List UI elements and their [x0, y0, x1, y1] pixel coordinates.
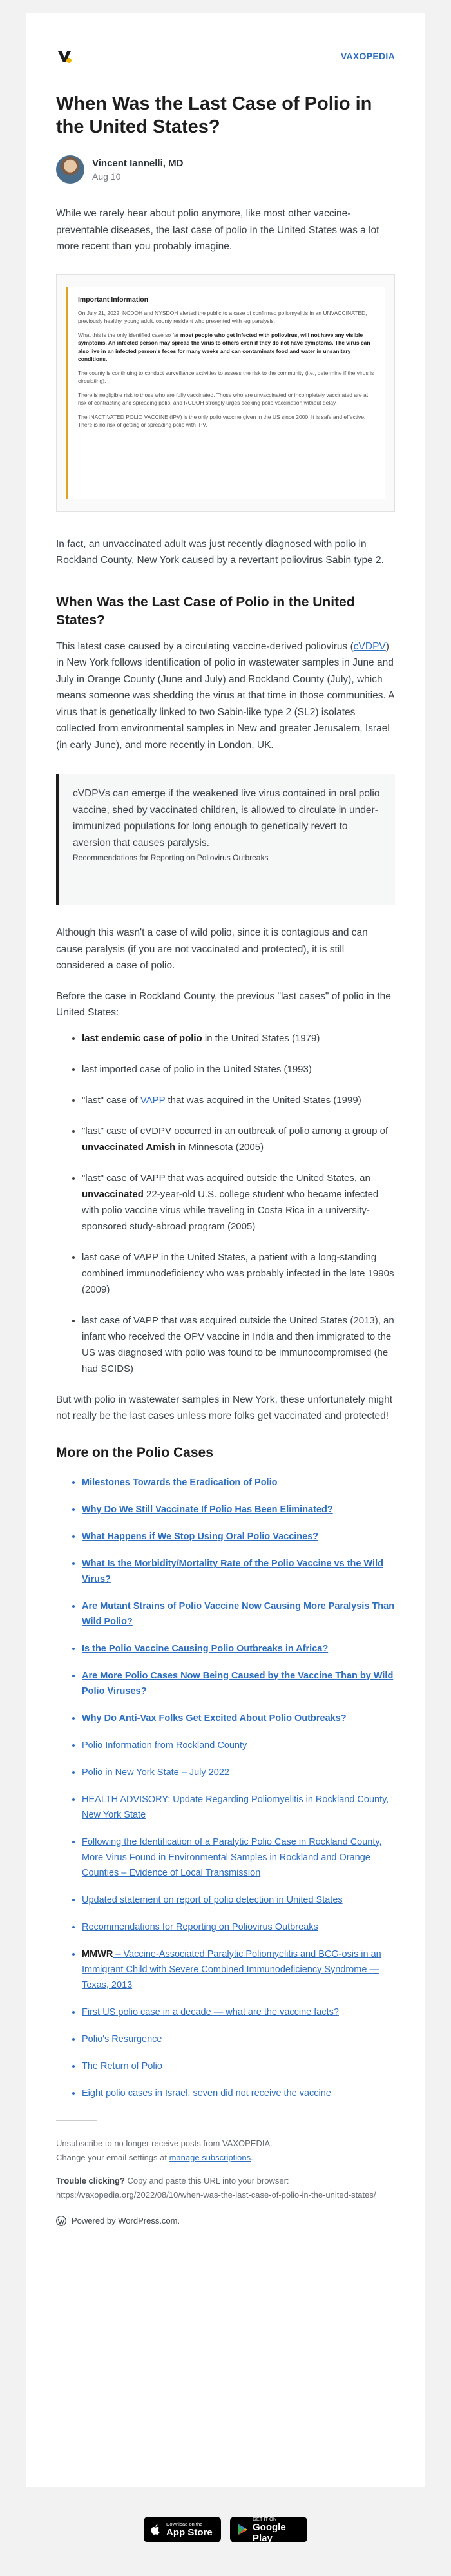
google-play-icon: [236, 2523, 248, 2536]
related-link[interactable]: HEALTH ADVISORY: Update Regarding Poliomyelitis in Rockland County, New York State: [82, 1794, 389, 1820]
cvdpv-link[interactable]: cVDPV: [353, 640, 386, 652]
list-item: [82, 2086, 395, 2101]
notice-paragraph: On July 21, 2022, NCDOH and NYSDOH alerted the public to a case of confirmed poliomyelitis in an UNVACCINATED, previously healthy, young adult, county resident who presented with leg paralysis.: [78, 309, 367, 324]
related-link[interactable]: Polio's Resurgence: [82, 2033, 162, 2044]
trouble-clicking-text: Trouble clicking? Copy and paste this URL into your browser: https://vaxopedia.org/2022/08/10/when-was-the-last-case-of-polio-in-the-united-states/: [56, 2175, 376, 2200]
list-item: [82, 1792, 395, 1823]
list-item: [82, 1502, 395, 1517]
quote-text: cVDPVs can emerge if the weakened live virus contained in oral polio vaccine, shed by vaccinated children, is allowed to circulate in under-immunized populations for long enough to genetically revert to aversion that causes paralysis.: [73, 788, 380, 849]
intro-paragraph: While we rarely hear about polio anymore, like most other vaccine-preventable diseases, the last case of polio in the United States was a lot more recent than you probably imagine.: [56, 208, 379, 252]
list-item: [82, 2059, 395, 2074]
list-item: [82, 1556, 395, 1587]
list-item: • last imported case of polio in the United States (1993): [82, 1061, 395, 1077]
related-link[interactable]: Following the Identification of a Paralytic Polio Case in Rockland County, More Virus Found in Environmental Samples in Rockland and Orange Counties – Evidence of Local Transmission: [82, 1836, 382, 1878]
related-link[interactable]: Recommendations for Reporting on Poliovirus Outbreaks: [82, 1921, 318, 1932]
powered-by[interactable]: [56, 2214, 395, 2228]
list-item: • "last" case of cVDPV occurred in an outbreak of polio among a group of unvaccinated Amish in Minnesota (2005): [82, 1123, 395, 1155]
list-item: [82, 1834, 395, 1881]
related-link[interactable]: What Is the Morbidity/Mortality Rate of the Polio Vaccine vs the Wild Virus?: [82, 1558, 383, 1584]
related-link[interactable]: Why Do We Still Vaccinate If Polio Has Been Eliminated?: [82, 1504, 333, 1515]
list-item: [82, 1599, 395, 1629]
notice-title: Important Information: [78, 295, 149, 303]
manage-subscriptions-link[interactable]: manage subscriptions: [169, 2152, 251, 2162]
section-heading: When Was the Last Case of Polio in the United States?: [56, 594, 355, 628]
email-settings-text: Change your email settings at manage subscriptions.: [56, 2152, 253, 2162]
related-link[interactable]: Are Mutant Strains of Polio Vaccine Now Causing More Paralysis Than Wild Polio?: [82, 1600, 395, 1627]
related-link[interactable]: The Return of Polio: [82, 2061, 162, 2071]
related-link[interactable]: Polio Information from Rockland County: [82, 1740, 247, 1751]
related-link[interactable]: First US polio case in a decade — what are the vaccine facts?: [82, 2006, 339, 2017]
list-item: [82, 1738, 395, 1753]
notice-paragraph: What this is the only identified case so far most people who get infected with poliovirus, will not have any visible symptoms. An infected person may spread the virus to others even if they do not have symptoms. The virus can also live in an infected person's feces for many weeks and can contaminate food and water in unsanitary conditions.: [78, 331, 370, 362]
paragraph: Although this wasn't a case of wild polio, since it is contagious and can cause paralysis (if you are not vaccinated and protected), it is still considered a case of polio.: [56, 927, 368, 971]
notice-screenshot-image: [56, 274, 395, 512]
related-link[interactable]: Are More Polio Cases Now Being Caused by the Vaccine Than by Wild Polio Viruses?: [82, 1670, 394, 1697]
list-item: [82, 1475, 395, 1490]
author-avatar[interactable]: [56, 155, 84, 184]
list-item: [82, 1641, 395, 1657]
post-card: [26, 13, 425, 2487]
unsubscribe-text: Unsubscribe to no longer receive posts from VAXOPEDIA.: [56, 2138, 273, 2148]
related-link[interactable]: – Vaccine-Associated Paralytic Poliomyelitis and BCG-osis in an Immigrant Child with Severe Combined Immunodeficiency Syndrome — Texas, 2013: [82, 1948, 381, 1990]
post-date: Aug 10: [92, 171, 121, 182]
paragraph: But with polio in wastewater samples in New York, these unfortunately might not really be the last cases unless more folks get vaccinated and protected!: [56, 1394, 393, 1421]
related-link[interactable]: What Happens if We Stop Using Oral Polio Vaccines?: [82, 1531, 319, 1542]
quote-citation: Recommendations for Reporting on Poliovirus Outbreaks: [73, 853, 269, 862]
related-link[interactable]: Why Do Anti-Vax Folks Get Excited About Polio Outbreaks?: [82, 1713, 347, 1724]
list-item: [82, 1919, 395, 1935]
wordpress-icon: [56, 2216, 66, 2226]
site-brand-link[interactable]: VAXOPEDIA: [340, 51, 395, 61]
site-logo-icon[interactable]: [56, 48, 73, 65]
list-item: [82, 1765, 395, 1780]
notice-paragraph: The county is continuing to conduct surveillance activities to assess the risk to the community (i.e., determine if the virus is circulating).: [78, 369, 374, 384]
mmwr-label: MMWR: [82, 1948, 113, 1959]
important-information-notice: [66, 287, 385, 499]
list-item: [82, 2004, 395, 2020]
related-link[interactable]: Eight polio cases in Israel, seven did not receive the vaccine: [82, 2088, 331, 2099]
list-item: [82, 1892, 395, 1908]
list-item: • "last" case of VAPP that was acquired in the United States (1999): [82, 1092, 395, 1108]
list-item: • last case of VAPP in the United States, a patient with a long-standing combined immunodeficiency who was probably infected in the late 1990s (2009): [82, 1249, 395, 1298]
paragraph: Before the case in Rockland County, the previous "last cases" of polio in the United States:: [56, 990, 391, 1018]
list-item: • last case of VAPP that was acquired outside the United States (2013), an infant who received the OPV vaccine in India and then immigrated to the US was diagnosed with polio was found to be immunocompromised (he had SCIDS): [82, 1312, 395, 1377]
app-store-badge[interactable]: Download on the App Store: [144, 2517, 221, 2542]
notice-paragraph: The INACTIVATED POLIO VACCINE (IPV) is the only polio vaccine given in the US since 2000. It is safe and effective. There is no risk of getting or spreading polio with IPV.: [78, 413, 366, 428]
related-links-list: [56, 1475, 395, 2101]
related-link[interactable]: Polio in New York State – July 2022: [82, 1767, 229, 1778]
list-item: [82, 1529, 395, 1544]
google-play-badge[interactable]: GET IT ON Google Play: [230, 2517, 307, 2542]
notice-paragraph: There is negligible risk to those who are fully vaccinated. Those who are unvaccinated or incompletely vaccinated are at risk of contracting and spreading polio, and RCDOH strongly urges seeking polio vaccination without delay.: [78, 391, 369, 406]
paragraph: This latest case caused by a circulating vaccine-derived poliovirus (cVDPV) in New York follows identification of polio in wastewater samples in June and July in Orange County (June and July) and Rockland County (July), which means someone was shedding the virus at that time in those communities. A virus that is genetically linked to two Sabin-like type 2 (SL2) isolates collected from environmental samples in New and greater Jerusalem, Israel (in early June), and more recently in London, UK.: [56, 640, 394, 751]
list-item: [82, 2032, 395, 2047]
related-link[interactable]: Updated statement on report of polio detection in United States: [82, 1894, 343, 1905]
related-link[interactable]: Is the Polio Vaccine Causing Polio Outbreaks in Africa?: [82, 1643, 329, 1654]
list-item: [82, 1946, 395, 1993]
paragraph: In fact, an unvaccinated adult was just recently diagnosed with polio in Rockland County, New York caused by a revertant poliovirus Sabin type 2.: [56, 538, 384, 566]
list-item: [82, 1711, 395, 1726]
last-cases-list: [56, 1030, 395, 1377]
post-title[interactable]: When Was the Last Case of Polio in the United States?: [56, 93, 372, 137]
post-url[interactable]: https://vaxopedia.org/2022/08/10/when-was-the-last-case-of-polio-in-the-united-states/: [56, 2189, 376, 2200]
vapp-link[interactable]: VAPP: [140, 1094, 166, 1106]
list-item: • "last" case of VAPP that was acquired outside the United States, an unvaccinated 22-year-old U.S. college student who became infected with polio vaccine virus while traveling in Costa Rica in a university-sponsored study-abroad program (2005): [82, 1170, 395, 1235]
blockquote: [56, 774, 395, 905]
header-bar: [56, 48, 395, 64]
section-heading: More on the Polio Cases: [56, 1445, 213, 1460]
email-footer: [56, 2137, 395, 2228]
list-item: • last endemic case of polio in the United States (1979): [82, 1030, 395, 1046]
apple-icon: [150, 2523, 162, 2536]
related-link[interactable]: Milestones Towards the Eradication of Polio: [82, 1477, 278, 1488]
app-badges: [0, 2517, 451, 2542]
author-byline: [56, 153, 395, 186]
author-name[interactable]: Vincent Iannelli, MD: [92, 157, 184, 169]
footer-divider: [56, 2120, 97, 2121]
list-item: [82, 1668, 395, 1699]
powered-by-text: Powered by WordPress.com.: [72, 2215, 180, 2225]
